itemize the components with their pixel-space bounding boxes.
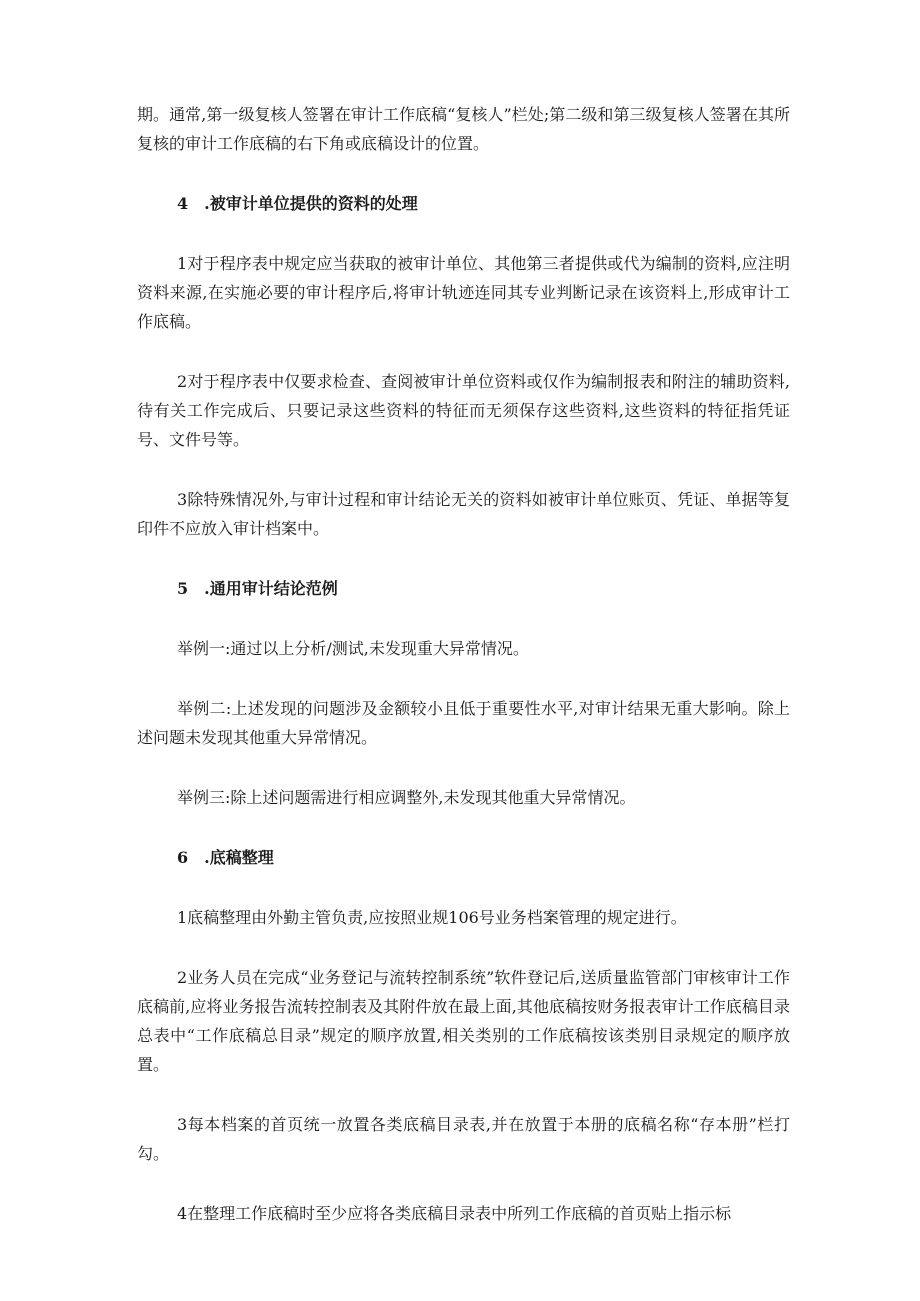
- section-heading-4: 4 .被审计单位提供的资料的处理: [177, 194, 418, 213]
- example-2: 举例二:上述发现的问题涉及金额较小且低于重要性水平,对审计结果无重大影响。除上述问题未发现其他重大异常情况。: [137, 699, 790, 747]
- section-heading-6: 6 .底稿整理: [177, 848, 274, 867]
- paragraph-6-3: 3每本档案的首页统一放置各类底稿目录表,并在放置于本册的底稿名称“存本册”栏打勾。: [137, 1115, 790, 1163]
- paragraph-4-1: 1对于程序表中规定应当获取的被审计单位、其他第三者提供或代为编制的资料,应注明资料来源,在实施必要的审计程序后,将审计轨迹连同其专业判断记录在该资料上,形成审计工作底稿。: [137, 254, 790, 331]
- paragraph-4-2: 2对于程序表中仅要求检查、查阅被审计单位资料或仅作为编制报表和附注的辅助资料,待有关工作完成后、只要记录这些资料的特征而无须保存这些资料,这些资料的特征指凭证号、文件号等。: [137, 372, 790, 449]
- paragraph-6-1: 1底稿整理由外勤主管负责,应按照业规106号业务档案管理的规定进行。: [177, 908, 687, 927]
- paragraph-6-2: 2业务人员在完成“业务登记与流转控制系统”软件登记后,送质量监管部门审核审计工作底稿前,应将业务报告流转控制表及其附件放在最上面,其他底稿按财务报表审计工作底稿目录总表中“工作底稿总目录”规定的顺序放置,相关类别的工作底稿按该类别目录规定的顺序放置。: [137, 968, 790, 1074]
- example-3: 举例三:除上述问题需进行相应调整外,未发现其他重大异常情况。: [177, 788, 636, 807]
- example-1: 举例一:通过以上分析/测试,未发现重大异常情况。: [177, 639, 529, 658]
- paragraph-6-4: 4在整理工作底稿时至少应将各类底稿目录表中所列工作底稿的首页贴上指示标: [177, 1204, 732, 1223]
- paragraph-continuation: 期。通常,第一级复核人签署在审计工作底稿“复核人”栏处;第二级和第三级复核人签署在其所复核的审计工作底稿的右下角或底稿设计的位置。: [137, 105, 790, 153]
- paragraph-4-3: 3除特殊情况外,与审计过程和审计结论无关的资料如被审计单位账页、凭证、单据等复印件不应放入审计档案中。: [137, 490, 790, 538]
- section-heading-5: 5 .通用审计结论范例: [177, 579, 338, 598]
